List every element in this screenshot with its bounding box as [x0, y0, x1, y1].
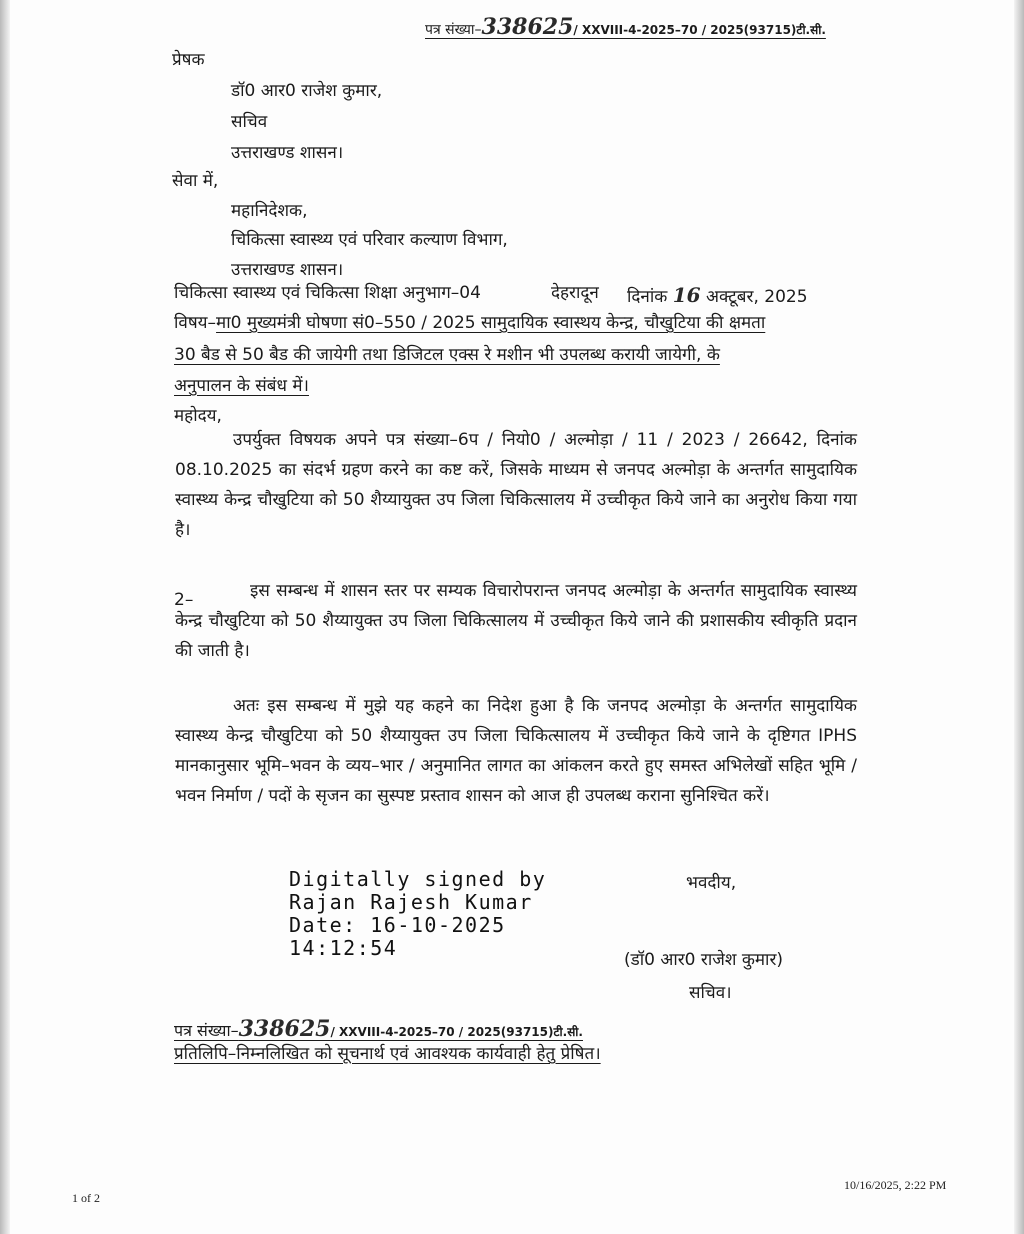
reference-number-bottom	[174, 1016, 583, 1042]
signature-time: 14:12:54	[289, 936, 398, 960]
signature-line-2: Rajan Rajesh Kumar	[289, 890, 533, 914]
page-left-edge	[0, 0, 10, 1234]
reference-suffix: / XXVIII-4-2025–70 / 2025(93715)टी.सी.	[573, 23, 826, 37]
sender-name: डॉ0 आर0 राजेश कुमार,	[231, 81, 383, 101]
handwritten-reference-number-bottom: 338625	[238, 1016, 331, 1042]
recipient-label: सेवा में,	[172, 171, 219, 191]
subject-text-1: मा0 मुख्यमंत्री घोषणा सं0–550 / 2025 सामुदायिक स्वास्थय केन्द्र, चौखुटिया की क्षमता	[216, 313, 766, 333]
subject-line-2: 30 बैड से 50 बैड की जायेगी तथा डिजिटल एक्स रे मशीन भी उपलब्ध करायी जायेगी, के	[174, 345, 720, 365]
signature-date: Date: 16-10-2025	[289, 913, 506, 937]
place-name: देहरादून	[551, 283, 599, 303]
signature-line-1: Digitally signed by	[289, 867, 547, 891]
closing-yours: भवदीय,	[686, 873, 737, 893]
reference-bottom-suffix: / XXVIII-4-2025–70 / 2025(93715)टी.सी.	[330, 1025, 583, 1039]
recipient-office: उत्तराखण्ड शासन।	[231, 260, 344, 280]
paragraph-2: इस सम्बन्ध में शासन स्तर पर सम्यक विचारोपरान्त जनपद अल्मोड़ा के अन्तर्गत सामुदायिक स्वास्थ्य केन्द्र चौखुटिया को 50 शैय्यायुक्त उप जिला चिकित्सालय में उच्चीकृत किये जाने की प्रशासकीय स्वीकृति प्रदान की जाती है।	[175, 581, 857, 661]
subject-text-3: अनुपालन के संबंध में।	[174, 376, 309, 396]
sender-office: उत्तराखण्ड शासन।	[231, 143, 344, 163]
handwritten-reference-number: 338625	[481, 14, 574, 40]
subject-line-3	[174, 378, 309, 395]
subject-label: विषय–	[174, 313, 217, 333]
reference-number-top	[425, 14, 826, 40]
closing-designation: सचिव।	[689, 983, 732, 1003]
salutation: महोदय,	[174, 406, 222, 426]
date-label: दिनांक	[627, 287, 668, 307]
copy-forwarded-line: प्रतिलिपि–निम्नलिखित को सूचनार्थ एवं आवश्यक कार्यवाही हेतु प्रेषित।	[174, 1044, 601, 1064]
handwritten-date-day: 16	[672, 283, 701, 307]
section-name: चिकित्सा स्वास्थ्य एवं चिकित्सा शिक्षा अनुभाग–04	[174, 283, 481, 303]
paragraph-3: अतः इस सम्बन्ध में मुझे यह कहने का निदेश हुआ है कि जनपद अल्मोड़ा के अन्तर्गत सामुदायिक स्वास्थ्य केन्द्र चौखुटिया को 50 शैय्यायुक्त उप जिला चिकित्सालय में उच्चीकृत किये जाने के दृष्टिगत IPHS मानकानुसार भूमि–भवन के व्यय–भार / अनुमानित लागत का आंकलन करते हुए समस्त अभिलेखों सहित भूमि / भवन निर्माण / पदों के सृजन का सुस्पष्ट प्रस्ताव शासन को आज ही उपलब्ध कराना सुनिश्चित करें।	[175, 696, 857, 806]
sender-designation: सचिव	[231, 112, 268, 132]
reference-prefix: पत्र संख्या–	[425, 22, 482, 38]
page-count: 1 of 2	[72, 1191, 100, 1205]
date-line	[627, 285, 808, 306]
digital-signature	[289, 868, 546, 960]
sender-label: प्रेषक	[172, 50, 205, 70]
print-timestamp: 10/16/2025, 2:22 PM	[844, 1178, 947, 1192]
page-right-edge	[1014, 0, 1024, 1234]
closing-name: (डॉ0 आर0 राजेश कुमार)	[624, 950, 784, 970]
recipient-department: चिकित्सा स्वास्थ्य एवं परिवार कल्याण विभाग,	[231, 230, 508, 250]
paragraph-2-number: 2–	[174, 590, 194, 610]
date-month-year: अक्टूबर, 2025	[705, 287, 808, 307]
recipient-name: महानिदेशक,	[231, 201, 308, 221]
paragraph-1: उपर्युक्त विषयक अपने पत्र संख्या–6प / नियो0 / अल्मोड़ा / 11 / 2023 / 26642, दिनांक 08.10.2025 का संदर्भ ग्रहण करने का कष्ट करें, जिसके माध्यम से जनपद अल्मोड़ा के अन्तर्गत सामुदायिक स्वास्थ्य केन्द्र चौखुटिया को 50 शैय्यायुक्त उप जिला चिकित्सालय में उच्चीकृत किये जाने का अनुरोध किया गया है।	[175, 430, 857, 540]
reference-bottom-prefix: पत्र संख्या–	[174, 1021, 239, 1040]
subject-line-1	[174, 315, 765, 332]
